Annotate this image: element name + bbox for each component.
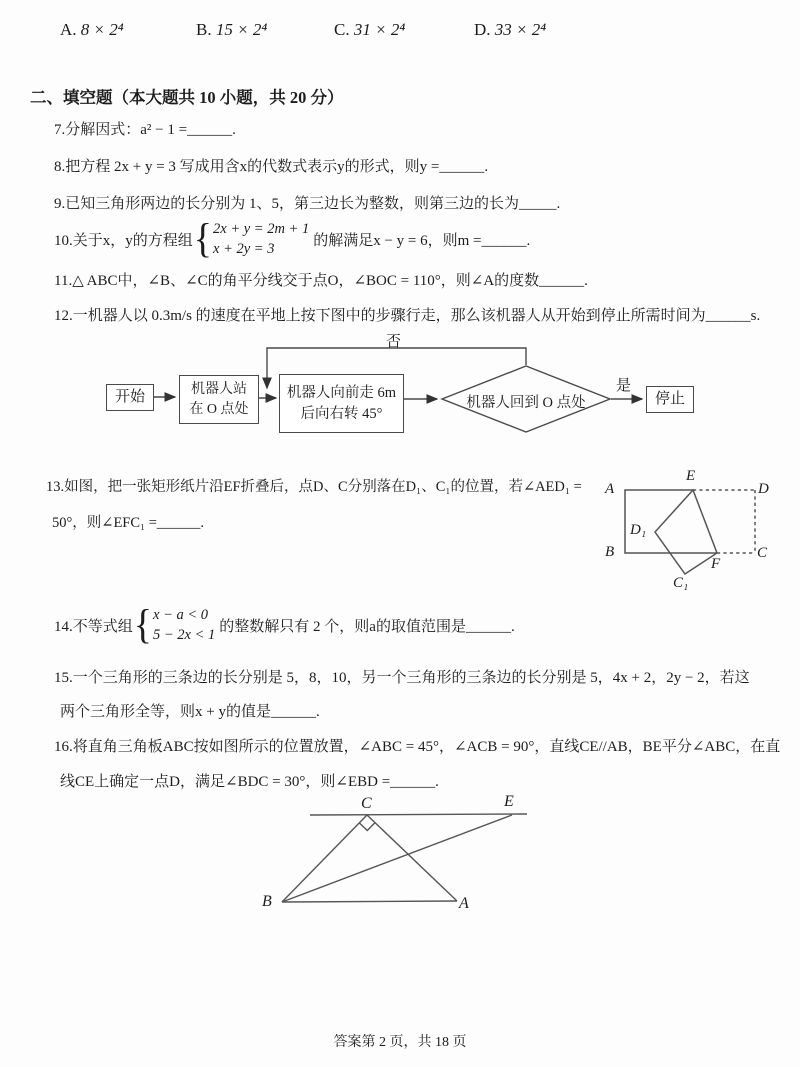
flowchart-walk-line1: 机器人向前走 6m <box>286 385 397 402</box>
question-11: 11.△ ABC中，∠B、∠C的角平分线交于点O，∠BOC = 110°，则∠A的度数______. <box>54 273 588 289</box>
inequality-line: x − a < 0 <box>153 607 209 623</box>
flowchart-station-line1: 机器人站 <box>191 381 247 397</box>
brace: { <box>133 602 153 648</box>
flowchart-walk-box <box>279 374 404 433</box>
fig13-label-a: A <box>605 481 615 497</box>
equation-line: 2x + y = 2m + 1 <box>213 221 310 237</box>
question-10 <box>54 216 531 262</box>
option-label: D. <box>474 20 491 39</box>
question-13-line1: 13.如图，把一张矩形纸片沿EF折叠后，点D、C分别落在D₁、C₁的位置，若∠AED₁ = <box>46 479 582 495</box>
fig16-label-b: B <box>262 893 272 910</box>
figure16-lines <box>282 814 527 902</box>
option-label: A. <box>60 20 77 39</box>
question-15-line1: 15.一个三角形的三条边的长分别是 5，8，10，另一个三角形的三条边的长分别是 5，4x + 2，2y − 2，若这 <box>54 670 750 686</box>
question-13-line2: 50°，则∠EFC₁ =______. <box>52 515 205 531</box>
flowchart-start-box <box>106 384 154 411</box>
fig16-label-e: E <box>504 793 514 810</box>
option-label: C. <box>334 20 350 39</box>
flowchart-decision-label: 机器人回到 O 点处 <box>466 395 586 411</box>
fig13-label-b: B <box>605 544 615 560</box>
equation-line: x + 2y = 3 <box>213 241 275 257</box>
question-14 <box>54 602 515 648</box>
option-formula: 15 × 2⁴ <box>215 20 268 39</box>
question-15-line2: 两个三角形全等，则x + y的值是______. <box>60 704 320 720</box>
option-formula: 8 × 2⁴ <box>80 20 124 39</box>
question-14-system <box>153 605 215 645</box>
question-10-pre: 10.关于x，y的方程组 <box>54 232 193 249</box>
fig16-label-c: C <box>361 795 372 812</box>
option-formula: 33 × 2⁴ <box>494 20 547 39</box>
question-12: 12.一机器人以 0.3m/s 的速度在平地上按下图中的步骤行走，那么该机器人从开始到停止所需时间为______s. <box>54 308 761 324</box>
fig13-label-d: D <box>758 481 769 497</box>
fig13-label-d1: D₁ <box>630 522 647 538</box>
question-10-system <box>213 219 309 259</box>
inequality-line: 5 − 2x < 1 <box>153 627 216 643</box>
option-label: B. <box>196 20 212 39</box>
flowchart-station-box <box>179 375 259 424</box>
question-16-line2: 线CE上确定一点D，满足∠BDC = 30°，则∠EBD =______. <box>60 774 439 790</box>
question-7: 7.分解因式：a² − 1 =______. <box>54 122 236 138</box>
fig13-label-f: F <box>711 556 721 572</box>
flowchart-stop-box <box>646 386 694 413</box>
right-angle-mark <box>359 823 375 831</box>
question-10-post: 的解满足x − y = 6，则m =______. <box>313 232 531 249</box>
question-14-pre: 14.不等式组 <box>54 618 133 635</box>
flowchart-station-line2: 在 O 点处 <box>189 401 249 417</box>
option-formula: 31 × 2⁴ <box>353 20 406 39</box>
flowchart-no-label: 否 <box>386 334 402 350</box>
fig13-label-c1: C₁ <box>673 575 689 591</box>
section-title: 二、填空题（本大题共 10 小题，共 20 分） <box>30 88 344 107</box>
question-14-post: 的整数解只有 2 个，则a的取值范围是______. <box>219 618 515 635</box>
page-footer: 答案第 2 页，共 18 页 <box>333 1035 467 1050</box>
question-8: 8.把方程 2x + y = 3 写成用含x的代数式表示y的形式，则y =______. <box>54 159 489 175</box>
fig13-label-e: E <box>686 468 696 484</box>
question-9: 9.已知三角形两边的长分别为 1、5，第三边长为整数，则第三边的长为_____. <box>54 196 561 212</box>
flowchart-yes-label: 是 <box>616 378 632 394</box>
question-16-line1: 16.将直角三角板ABC按如图所示的位置放置，∠ABC = 45°，∠ACB = 90°，直线CE//AB，BE平分∠ABC，在直 <box>54 739 781 755</box>
flowchart-walk-line2: 后向右转 45° <box>300 405 383 422</box>
flowchart-start-label: 开始 <box>114 389 145 405</box>
fig16-label-a: A <box>459 895 469 912</box>
flowchart-stop-label: 停止 <box>654 391 685 407</box>
brace: { <box>193 216 213 262</box>
fig13-label-c: C <box>757 545 768 561</box>
